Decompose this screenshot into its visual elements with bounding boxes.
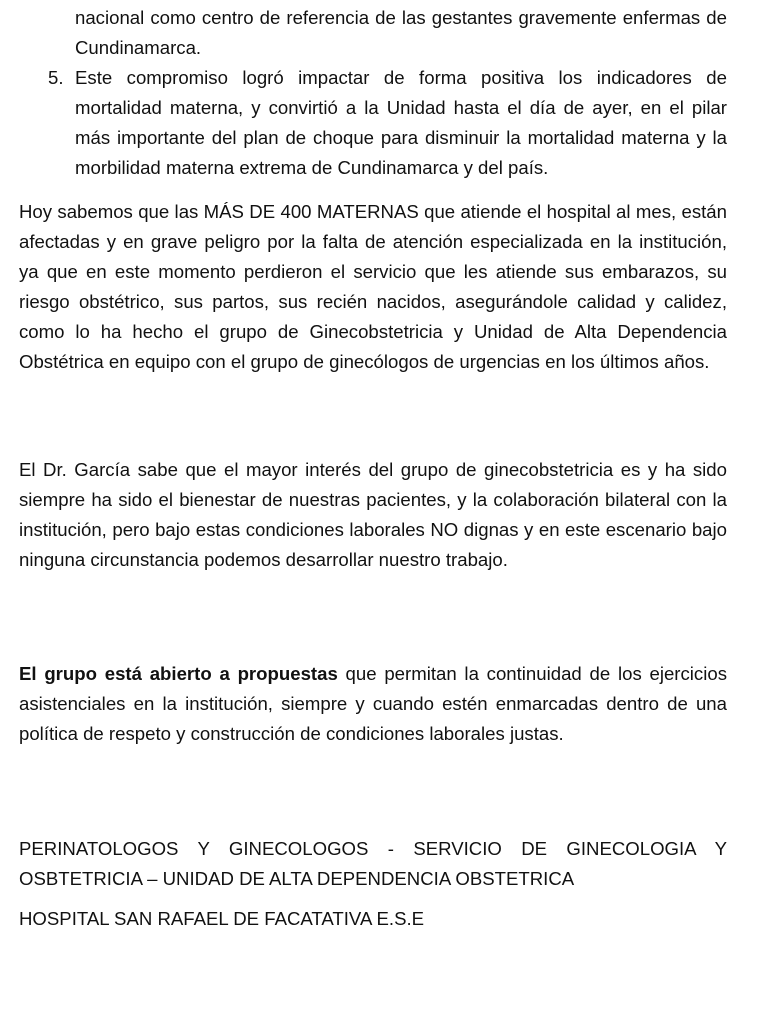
list-item-5: Este compromiso logró impactar de forma positiva los indicadores de mortalidad materna, y convirtió a la Unidad hasta el día de ayer, en el pilar más importante del plan de choque para disminuir la mortalidad materna y la morbilidad materna extrema de Cundinamarca y del país. [75,67,727,178]
paragraph-propuestas-bold: El grupo está abierto a propuestas [19,663,338,684]
list-item-number: 5. [48,67,64,88]
signature-group: PERINATOLOGOS Y GINECOLOGOS - SERVICIO DE GINECOLOGIA Y OSBTETRICIA – UNIDAD DE ALTA DEPENDENCIA OBSTETRICA [19,838,727,889]
paragraph-propuestas [19,659,727,749]
list-item-continuation: nacional como centro de referencia de las gestantes gravemente enfermas de Cundinamarca. [75,7,727,58]
paragraph-propuestas-rest: que permitan la continuidad de los ejercicios asistenciales en la institución, siempre y cuando estén enmarcadas dentro de una política de respeto y construcción de condiciones laborales justas. [19,663,727,744]
paragraph-dr-garcia: El Dr. García sabe que el mayor interés del grupo de ginecobstetricia es y ha sido siempre ha sido el bienestar de nuestras pacientes, y la colaboración bilateral con la institución, pero bajo estas condiciones laborales NO dignas y en este escenario bajo ninguna circunstancia podemos desarrollar nuestro trabajo. [19,459,727,570]
signature-hospital: HOSPITAL SAN RAFAEL DE FACATATIVA E.S.E [19,908,425,929]
paragraph-maternas: Hoy sabemos que las MÁS DE 400 MATERNAS que atiende el hospital al mes, están afectadas y en grave peligro por la falta de atención especializada en la institución, ya que en este momento perdieron el servicio que les atiende sus embarazos, su riesgo obstétrico, sus partos, sus recién nacidos, asegurándole calidad y calidez, como lo ha hecho el grupo de Ginecobstetricia y Unidad de Alta Dependencia Obstétrica en equipo con el grupo de ginecólogos de urgencias en los últimos años. [19,201,727,372]
